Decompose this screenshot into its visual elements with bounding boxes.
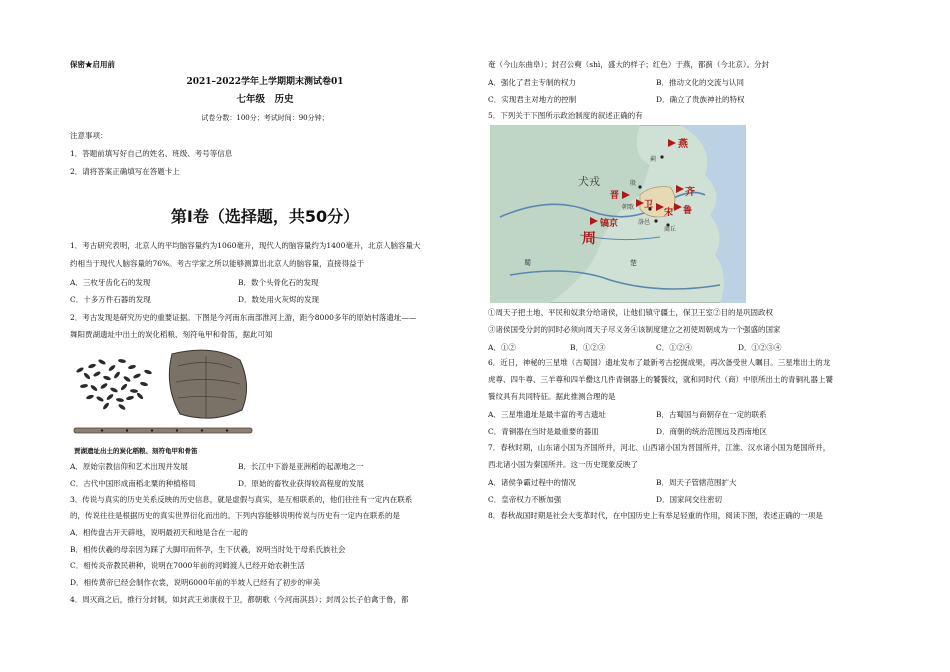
q7-option-d: D．国家间交往密切 — [656, 495, 723, 504]
q4-option-d: D．确立了贵族神社的特权 — [656, 95, 745, 104]
carbonized-rice-grains — [76, 358, 153, 410]
q6-option-a: A．三星堆遗址是最丰富的考古遗址 — [488, 410, 606, 419]
q4-option-b: B．推动文化的交流与认同 — [656, 78, 745, 87]
q6-option-c: C．青铜器在当时是最重要的器皿 — [488, 427, 599, 436]
map-label-qi: 齐 — [685, 187, 695, 198]
q3-option-a: A．相传盘古开天辟地，说明最初天和地是合在一起的 — [70, 528, 248, 537]
q5-option-c: C．①②④ — [656, 343, 692, 352]
q5-option-b: B．①②③ — [570, 343, 606, 352]
q6-option-b: B．古蜀国与商朝存在一定的联系 — [656, 410, 767, 419]
map-label-ji: 蓟 — [650, 156, 657, 163]
q2-option-a: A．原始宗教信仰和艺术出现并发展 — [70, 462, 188, 471]
turtle-shell — [169, 350, 246, 418]
map-label-zhaoge: 朝歌 — [622, 204, 635, 211]
western-zhou-fief-map — [490, 125, 746, 303]
secret-label: 保密★启用前 — [70, 60, 115, 69]
map-label-haojing: 镐京 — [600, 219, 619, 229]
q2-option-d: D．原始的畜牧业获得较高程度的发展 — [238, 479, 365, 488]
q8-stem: 8．春秋战国时期是社会大变革时代，在中国历史上有举足轻重的作用，阅读下图，表述正确的一项是 — [488, 511, 823, 520]
map-label-wei: 卫 — [644, 200, 654, 210]
notice-item-2: 2．请将答案正确填写在答题卡上 — [70, 167, 180, 176]
q4-option-c: C．实现君主对地方的控制 — [488, 95, 577, 104]
map-label-shangqiu: 商丘 — [664, 226, 677, 233]
q1-stem-line-1: 1．考古研究表明，北京人的平均脑容量约为1060毫升，现代人的脑容量约为1400毫升，北京人脑容量大 — [70, 241, 421, 250]
q7-option-a: A．诸侯争霸过程中的情况 — [488, 478, 576, 487]
q3-stem-line-2: 的，传说往往是根据历史的真实世界衍化而出的。下列内容能够说明传说与历史有一定内在联系的是 — [70, 511, 400, 520]
q1-option-d: D．数处用火灰烬的发现 — [238, 295, 320, 304]
q3-option-d: D．相传黄帝已经会制作衣裳，说明6000年前的半坡人已经有了初步的审美 — [70, 578, 321, 587]
notice-item-1: 1．答题前填写好自己的姓名、班级、考号等信息 — [70, 149, 233, 158]
map-label-chu: 楚 — [630, 259, 637, 267]
q7-stem-line-1: 7．春秋时期，山东诸小国为齐国所并，河北、山西诸小国为晋国所并，江淮、汉水诸小国为楚国所并， — [488, 443, 831, 452]
exam-subtitle: 七年级 历史 — [236, 94, 294, 105]
q3-stem-line-1: 3．传说与真实的历史关系反映的历史信息，就是虚假与真实，是互相联系的，他们往往有一定内在联系 — [70, 495, 413, 504]
q5-statement-line-1: ①周天子把土地、平民和奴隶分给诸侯，让他们镇守疆土，保卫王室②目的是巩固政权 — [488, 308, 773, 317]
map-label-jin: 晋 — [610, 191, 620, 201]
q1-option-c: C．十多万件石器的发现 — [70, 295, 151, 304]
map-label-yan: 燕 — [678, 139, 688, 150]
q5-stem: 5．下列关于下图所示政治制度的叙述正确的有 — [488, 111, 643, 120]
bone-flute — [74, 428, 252, 433]
map-label-shu: 蜀 — [524, 259, 531, 267]
q5-statement-line-2: ③诸侯国受分封的同时必须向周天子尽义务④该制度建立之初使周朝成为一个强盛的国家 — [488, 325, 781, 334]
q1-option-b: B．数个头骨化石的发现 — [238, 278, 319, 287]
q2-stem-line-1: 2．考古发现是研究历史的重要证据。下图是今河南东南部淮河上游，距今8000多年的原始村落遗址—— — [70, 313, 417, 322]
exam-meta: 试卷分数：100分；考试时间：90分钟； — [201, 114, 329, 122]
exam-title: 2021–2022学年上学期期末测试卷01 — [186, 77, 344, 87]
q2-option-c: C．古代中国形成南稻北粟的种植格局 — [70, 479, 196, 488]
q2-image-caption: 贾湖遗址出土的炭化稻粮、刻符龟甲和骨笛 — [74, 447, 198, 455]
map-label-song: 宋 — [664, 208, 674, 218]
map-label-zhou: 周 — [582, 231, 596, 247]
q4-stem-line-2: 奄（今山东曲阜）；封召公奭（shì，盛大的样子；红色）于燕，都蓟（今北京）。分封 — [488, 60, 770, 69]
q3-option-c: C．相传炎帝教民耕种，说明在7000年前的河姆渡人已经开始农耕生活 — [70, 561, 305, 570]
q2-option-b: B．长江中下游是亚洲稻的起源地之一 — [238, 462, 364, 471]
map-label-luoyi: 洛邑 — [638, 219, 651, 226]
section-title: 第Ⅰ卷（选择题，共50分） — [170, 207, 360, 226]
q3-option-b: B．相传伏羲的母亲因为踩了大脚印而怀孕，生下伏羲，说明当时处于母系氏族社会 — [70, 545, 346, 554]
q4-option-a: A．强化了君主专制的权力 — [488, 78, 576, 87]
q5-option-a: A．①② — [488, 343, 516, 352]
q7-option-c: C．皇帝权力不断加强 — [488, 495, 562, 504]
jiahu-artifacts-image — [72, 346, 258, 446]
q7-stem-line-2: 西北诸小国为秦国所并。这一历史现象反映了 — [488, 460, 638, 469]
q6-stem-line-2: 虎尊、四牛尊、三羊尊和四羊罍这几件青铜器上的饕餮纹，就和同时代（商）中原所出土的青铜礼器上饕 — [488, 375, 833, 384]
q6-stem-line-3: 餮纹具有共同特征。据此推测合理的是 — [488, 392, 616, 401]
map-label-quanrong: 犬戎 — [578, 175, 600, 188]
map-label-yin: 殷 — [630, 180, 637, 187]
q6-stem-line-1: 6．近日，神秘的三星堆（古蜀国）遗址发布了最新考古挖掘成果，再次备受世人瞩目。三星堆出土的龙 — [488, 358, 831, 367]
q6-option-d: D．商朝的统治范围远及西南地区 — [656, 427, 768, 436]
q4-stem-line-1: 4．周灭商之后，推行分封制，如封武王弟康叔于卫，都朝歌（今河南淇县）；封周公长子伯禽于鲁，都 — [70, 595, 409, 604]
q2-stem-line-2: 舞阳贾湖遗址中出土的炭化稻粮、刻符龟甲和骨笛，据此可知 — [70, 330, 273, 339]
q5-option-d: D．①②③④ — [738, 343, 782, 352]
q7-option-b: B．周天子管辖范围扩大 — [656, 478, 737, 487]
notice-title: 注意事项： — [70, 131, 108, 140]
q1-stem-line-2: 约相当于现代人脑容量的76%。考古学家之所以能够测算出北京人的脑容量，直接得益于 — [70, 259, 365, 268]
q1-option-a: A．三枚牙齿化石的发现 — [70, 278, 151, 287]
map-label-lu: 鲁 — [683, 206, 693, 216]
